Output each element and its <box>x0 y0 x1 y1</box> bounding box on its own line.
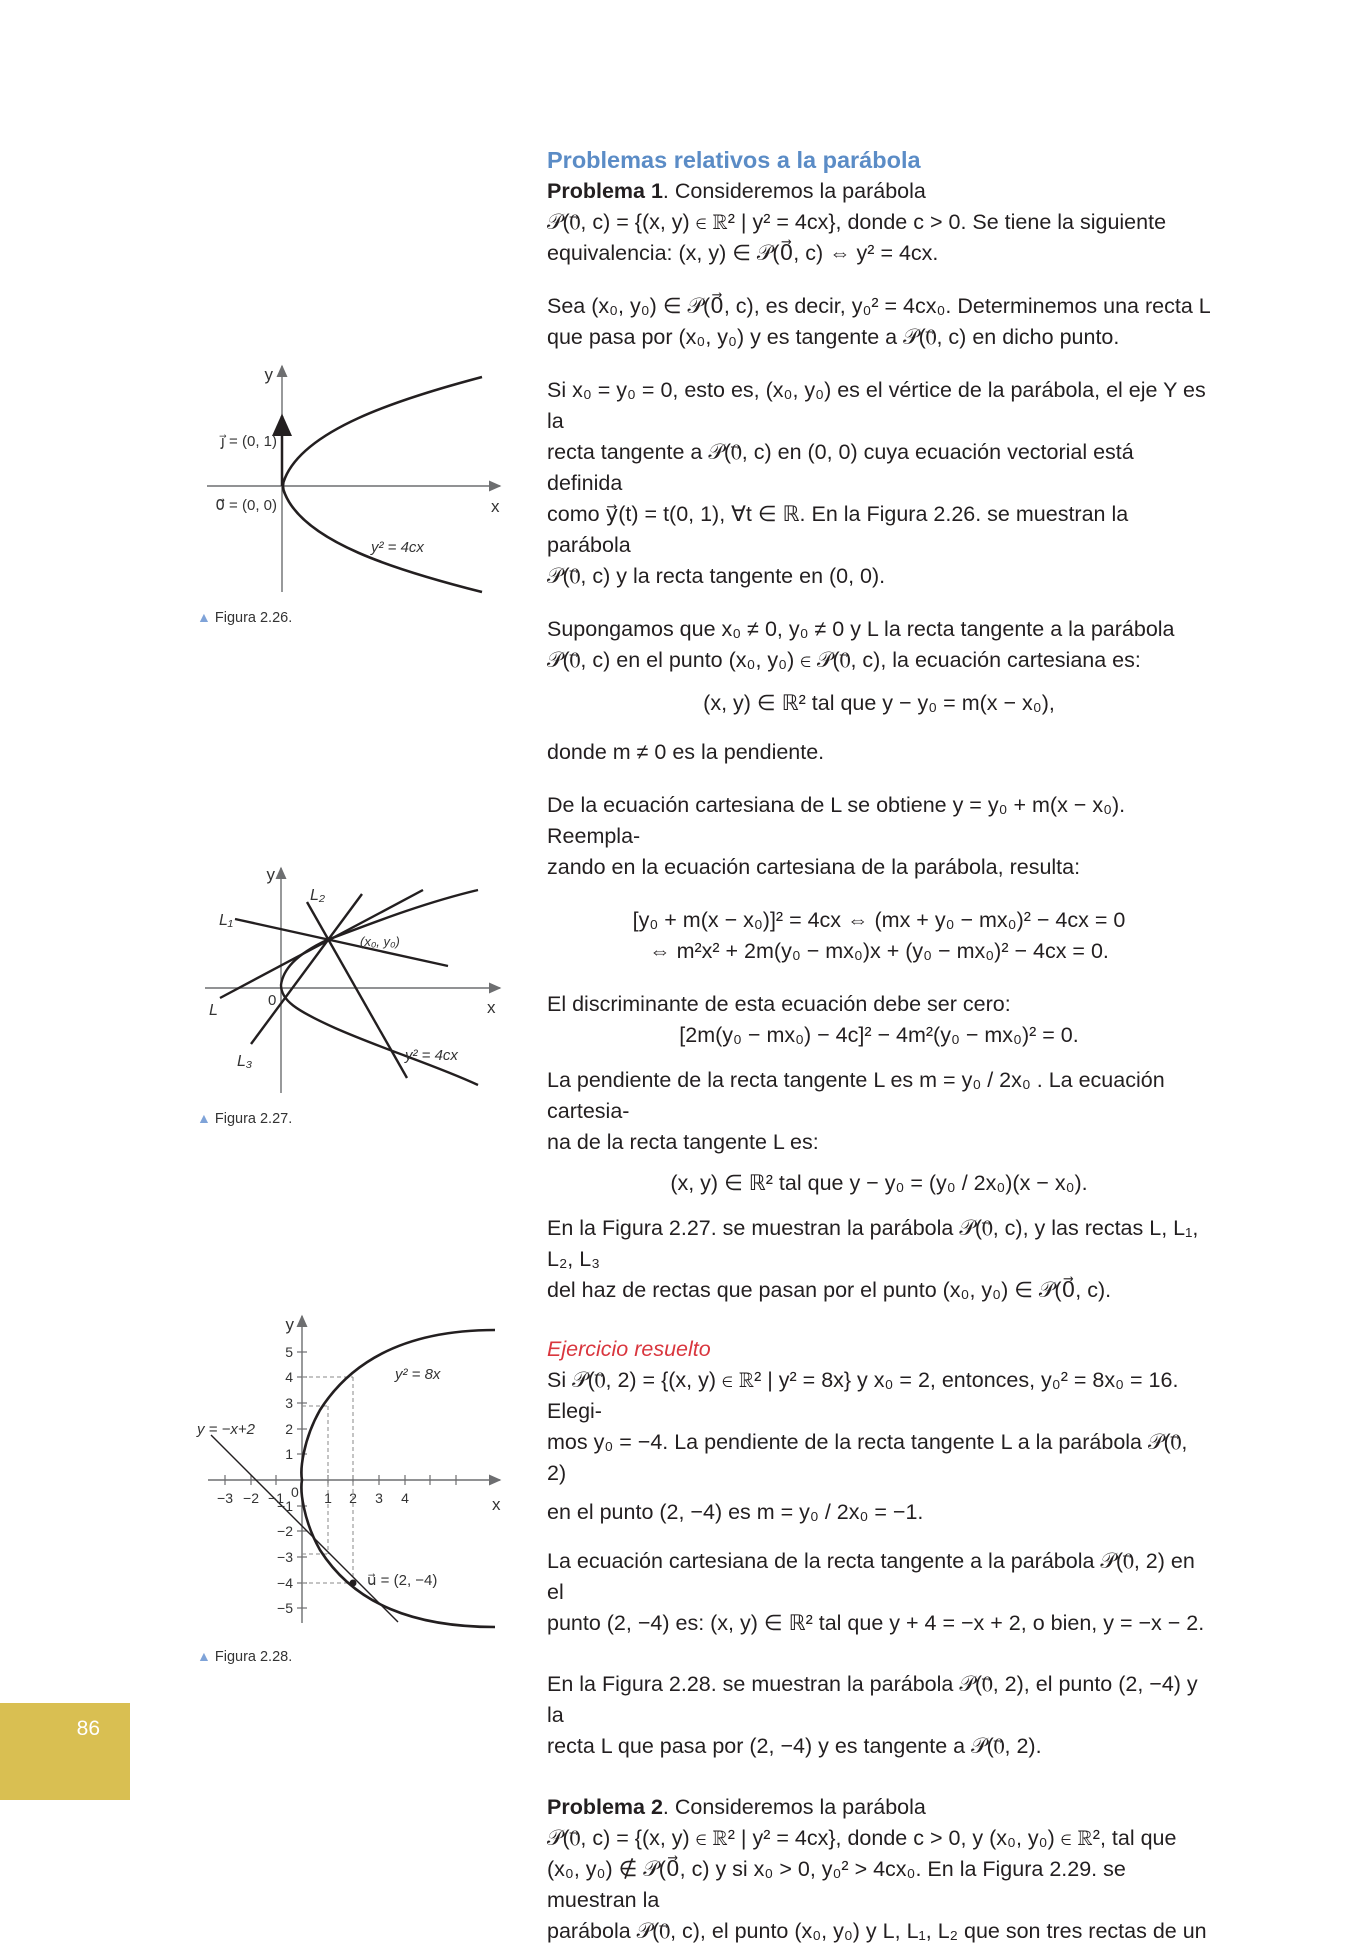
ejercicio-line-1: Si 𝒫(0⃗, 2) = {(x, y) ∈ ℝ² | y² = 8x} y x₀ = 2, entonces, y₀² = 8x₀ = 16. Elegi- <box>547 1368 1179 1423</box>
problema-2-label: Problema 2 <box>547 1795 663 1819</box>
j-vector-label: j⃗ = (0, 1) <box>220 433 277 450</box>
problema-2-intro <box>547 1792 1211 1823</box>
y-tick: 5 <box>285 1344 293 1360</box>
y-tick: −2 <box>277 1523 293 1539</box>
y-tick: −3 <box>277 1549 293 1565</box>
y-axis-label: y <box>285 1315 294 1334</box>
y-tick: 4 <box>285 1369 293 1385</box>
x-tick: 2 <box>349 1490 357 1506</box>
x-tick: −3 <box>217 1490 233 1506</box>
ejercicio-cartesiana-1: La ecuación cartesiana de la recta tangente a la parábola 𝒫(0⃗, 2) en el <box>547 1549 1195 1604</box>
eq-cartesiana: (x, y) ∈ ℝ² tal que y − y₀ = m(x − x₀), <box>703 691 1055 715</box>
para-sea-2: que pasa por (x₀, y₀) y es tangente a 𝒫(0⃗, c) en dicho punto. <box>547 325 1120 349</box>
para-dela-2: zando en la ecuación cartesiana de la parábola, resulta: <box>547 855 1081 879</box>
para-donde: donde m ≠ 0 es la pendiente. <box>547 740 825 764</box>
y-tick: −1 <box>277 1498 293 1514</box>
para-sea-1: Sea (x₀, y₀) ∈ 𝒫(0⃗, c), es decir, y₀² = 4cx₀. Determinemos una recta L <box>547 294 1211 318</box>
x-axis-label: x <box>492 1495 501 1514</box>
y-tick: 3 <box>285 1395 293 1411</box>
problema-2-line-3: parábola 𝒫(0⃗, c), el punto (x₀, y₀) y L, L₁, L₂ que son tres rectas de un <box>547 1919 1207 1943</box>
ejercicio-title: Ejercicio resuelto <box>547 1337 711 1361</box>
section-heading: Problemas relativos a la parábola <box>547 147 921 173</box>
caption-figure-2-26 <box>197 609 292 626</box>
figure-2-28 <box>195 1310 515 1630</box>
origin-label: 0⃗ = (0, 0) <box>215 497 277 514</box>
tangent-line-label: y = −x+2 <box>197 1421 255 1438</box>
eq-tangente: (x, y) ∈ ℝ² tal que y − y₀ = (y₀ / 2x₀)(x − x₀). <box>670 1171 1088 1195</box>
y-tick: 1 <box>285 1446 293 1462</box>
para-si-1: Si x₀ = y₀ = 0, esto es, (x₀, y₀) es el vértice de la parábola, el eje Y es la <box>547 378 1206 433</box>
x-tick: 1 <box>324 1490 332 1506</box>
problema-1-intro-text: . Consideremos la parábola <box>662 179 926 203</box>
problema-2-line-1: 𝒫(0⃗, c) = {(x, y) ∈ ℝ² | y² = 4cx}, donde c > 0, y (x₀, y₀) ∈ ℝ², tal que <box>547 1826 1177 1850</box>
ejercicio-fig228-2: recta L que pasa por (2, −4) y es tangente a 𝒫(0⃗, 2). <box>547 1734 1042 1758</box>
triangle-icon: ▲ <box>197 1110 211 1126</box>
line-l2-label: L₂ <box>310 887 325 904</box>
line-l-label: L <box>209 1002 218 1019</box>
x-axis-label: x <box>487 998 496 1017</box>
x-tick: −1 <box>268 1490 284 1506</box>
origin-label: 0 <box>268 992 277 1009</box>
point-u-label: u⃗ = (2, −4) <box>367 1572 438 1589</box>
x-tick: 3 <box>375 1490 383 1506</box>
problema-1-line2: 𝒫(0⃗, c) = {(x, y) ∈ ℝ² | y² = 4cx}, donde c > 0. Se tiene la siguiente <box>547 210 1167 234</box>
para-dela-1: De la ecuación cartesiana de L se obtiene y = y₀ + m(x − x₀). Reempla- <box>547 793 1126 848</box>
para-pendiente-1: La pendiente de la recta tangente L es m = y₀ / 2x₀ . La ecuación cartesia- <box>547 1068 1165 1123</box>
y-axis-label: y <box>264 365 273 384</box>
caption-figure-2-28 <box>197 1648 292 1665</box>
para-si-3: como y⃗(t) = t(0, 1), ∀t ∈ ℝ. En la Figura 2.26. se muestran la parábola <box>547 502 1129 557</box>
line-l3-label: L₃ <box>237 1053 253 1070</box>
figure-2-26 <box>195 360 525 600</box>
para-pendiente-2: na de la recta tangente L es: <box>547 1130 819 1154</box>
ejercicio-fig228-1: En la Figura 2.28. se muestran la parábola 𝒫(0⃗, 2), el punto (2, −4) y la <box>547 1672 1198 1727</box>
para-supongamos-2: 𝒫(0⃗, c) en el punto (x₀, y₀) ∈ 𝒫(0⃗, c), la ecuación cartesiana es: <box>547 648 1141 672</box>
problema-2-intro-text: . Consideremos la parábola <box>662 1795 926 1819</box>
problema-1-line3: equivalencia: (x, y) ∈ 𝒫(0⃗, c) ⇔ y² = 4cx. <box>547 241 939 265</box>
page-number-box <box>0 1703 130 1800</box>
para-fig227-2: del haz de rectas que pasan por el punto (x₀, y₀) ∈ 𝒫(0⃗, c). <box>547 1278 1112 1302</box>
x-tick: −2 <box>243 1490 259 1506</box>
page-number: 86 <box>76 1717 100 1740</box>
para-fig227-1: En la Figura 2.27. se muestran la parábola 𝒫(0⃗, c), y las rectas L, L₁, L₂, L₃ <box>547 1216 1199 1271</box>
ejercicio-line-3: en el punto (2, −4) es m = y₀ / 2x₀ = −1. <box>547 1500 924 1524</box>
origin-label: 0 <box>291 1484 299 1500</box>
text-column <box>547 145 1211 1947</box>
problema-2-line-2: (x₀, y₀) ∉ 𝒫(0⃗, c) y si x₀ > 0, y₀² > 4cx₀. En la Figura 2.29. se muestran la <box>547 1857 1126 1912</box>
y-tick: −4 <box>277 1575 293 1591</box>
eq-sub-2: ⇔ m²x² + 2m(y₀ − mx₀)x + (y₀ − mx₀)² − 4cx = 0. <box>649 939 1109 963</box>
caption-figure-2-27 <box>197 1110 292 1127</box>
problema-1-intro <box>547 176 1211 207</box>
y-tick: 2 <box>285 1421 293 1437</box>
para-supongamos-1: Supongamos que x₀ ≠ 0, y₀ ≠ 0 y L la recta tangente a la parábola <box>547 617 1175 641</box>
x-axis-label: x <box>491 497 500 516</box>
caption-text: Figura 2.27. <box>214 1111 293 1127</box>
ejercicio-cartesiana-2: punto (2, −4) es: (x, y) ∈ ℝ² tal que y + 4 = −x + 2, o bien, y = −x − 2. <box>547 1611 1205 1635</box>
para-si-4: 𝒫(0⃗, c) y la recta tangente en (0, 0). <box>547 564 886 588</box>
curve-label: y² = 4cx <box>371 539 424 556</box>
triangle-icon: ▲ <box>197 1648 211 1664</box>
figure-2-27 <box>195 860 525 1100</box>
point-label: (x₀, y₀) <box>360 934 400 949</box>
eq-sub-1: [y₀ + m(x − x₀)]² = 4cx ⇔ (mx + y₀ − mx₀)² − 4cx = 0 <box>632 908 1126 932</box>
problema-1-label: Problema 1 <box>547 179 663 203</box>
curve-label: y² = 8x <box>395 1366 441 1383</box>
caption-text: Figura 2.28. <box>214 1649 293 1665</box>
curve-label: y² = 4cx <box>405 1047 458 1064</box>
caption-text: Figura 2.26. <box>214 610 293 626</box>
ejercicio-line-2: mos y₀ = −4. La pendiente de la recta tangente L a la parábola 𝒫(0⃗, 2) <box>547 1430 1188 1485</box>
eq-discriminante: [2m(y₀ − mx₀) − 4c]² − 4m²(y₀ − mx₀)² = 0. <box>679 1023 1079 1047</box>
para-si-2: recta tangente a 𝒫(0⃗, c) en (0, 0) cuya ecuación vectorial está definida <box>547 440 1134 495</box>
y-tick: −5 <box>277 1600 293 1616</box>
line-l1-label: L₁ <box>219 912 233 929</box>
x-tick: 4 <box>401 1490 409 1506</box>
para-discriminante: El discriminante de esta ecuación debe ser cero: <box>547 992 1011 1016</box>
triangle-icon: ▲ <box>197 609 211 625</box>
y-axis-label: y <box>266 865 275 884</box>
